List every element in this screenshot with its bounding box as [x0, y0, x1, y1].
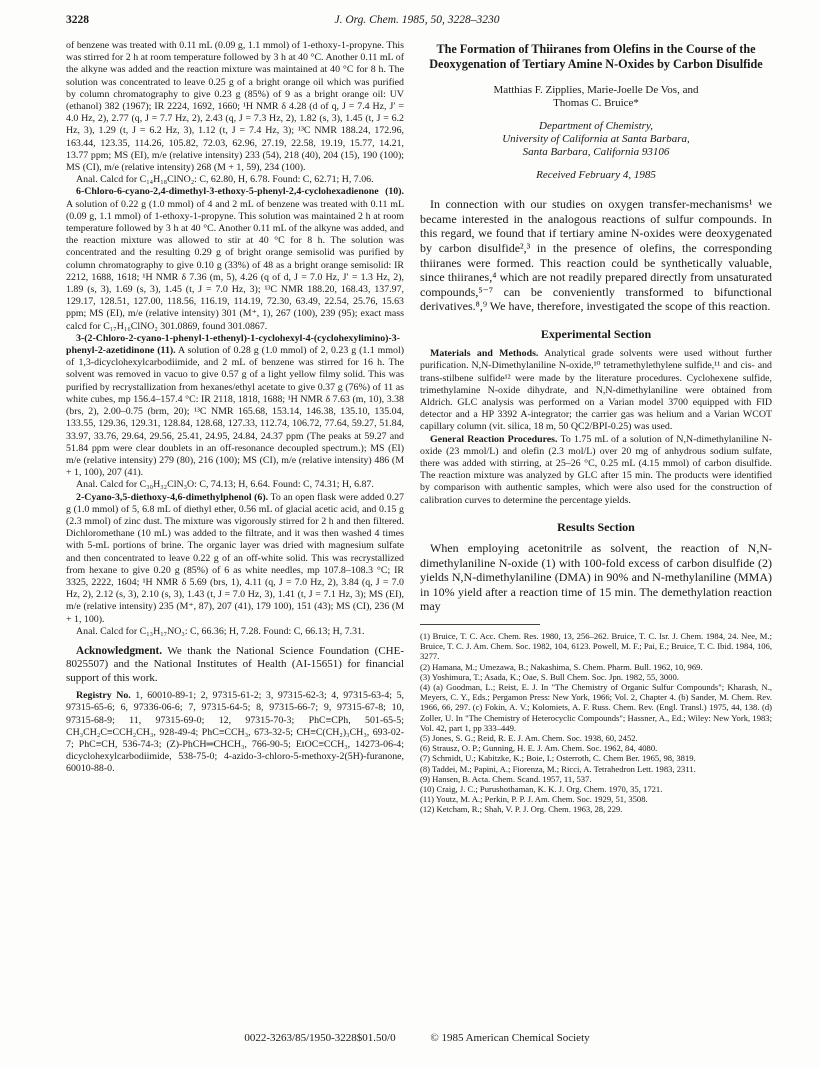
procedure-continued: of benzene was treated with 0.11 mL (0.09 g, 1.1 mmol) of 1-ethoxy-1-propyne. This was stirred for 2 h at room temperature followed by 3 h at 40 °C. Another 0.11 mL of the alkyne was added and the reaction mixture was maintained at 40 °C for 8 h. The solution was concentrated to leave 0.25 g of a bright orange oil which was purified by column chromatography to give 0.23 g (85%) of 9 as a bright orange oil: UV (ethanol) 382 (1967); IR 2224, 1692, 1660; ¹H NMR δ 4.28 (d of q, J = 7.4 Hz, J′ = 4.0 Hz, 2), 2.77 (q, J = 7.7 Hz, 2), 2.43 (q, J = 7.3 Hz, 2), 1.82 (s, 3), 1.45 (t, J = 6.2 Hz, 3), 1.29 (t, J = 6.2 Hz, 3), 1.12 (t, J = 7.4 Hz, 3); ¹³C NMR 188.24, 172.96, 163.44, 123.35, 114.26, 105.82, 72.03, 62.96, 27.19, 22.58, 19.19, 15.77, 14.21, 13.77 ppm; MS (EI), m/e (relative intensity) 233 (54), 218 (40), 204 (15), 190 (100); MS (CI), m/e (relative intensity) 268 (M + 1, 59), 234 (100). [66, 40, 404, 174]
affiliation-line-1: Department of Chemistry, [539, 120, 653, 132]
reference: (4) (a) Goodman, L.; Reist, E. J. In "The Chemistry of Organic Sulfur Compounds"; Kharash, N., Meyers, C. Y., Eds.; Pergamon Press: New York, 1966; Vol. 2, Chapter 4. (b) Sander, M. Chem. Rev. 1966, 66, 297. (c) Fokin, A. V.; Kolomiets, A. F. Russ. Chem. Rev. (Engl. Transl.) 1975, 44, 138. (d) Zoller, U. In "The Chemistry of Heterocyclic Compounds"; Hassner, A., Ed.; Wiley: New York, 1983; Vol. 42, part 1, pp 333–449. [420, 681, 772, 733]
authors [420, 84, 772, 110]
compound-10-heading: 6-Chloro-6-cyano-2,4-dimethyl-3-ethoxy-5-phenyl-2,4-cyclohexadienone (10). [76, 186, 404, 198]
results-heading: Results Section [557, 519, 635, 534]
reference: (1) Bruice, T. C. Acc. Chem. Res. 1980, 13, 256–262. Bruice, T. C. Isr. J. Chem. 1984, 24. Nee, M.; Bruice, T. C. J. Am. Chem. Soc. 1982, 104, 6123. Powell, M. F.; Pai, E.; Bruice, T. C. Ibid. 1984, 106, 3277. [420, 630, 772, 662]
analysis-3: Anal. Calcd for C₁₃H₁₇NO₃: C, 66.36; H, 7.28. Found: C, 66.13; H, 7.31. [76, 625, 365, 637]
analysis-1: Anal. Calcd for C₁₄H₁₈ClNO₂: C, 62.80, H, 6.78. Found: C, 62.71; H, 7.06. [76, 174, 374, 186]
reference: (2) Hamana, M.; Umezawa, B.; Nakashima, S. Chem. Pharm. Bull. 1962, 10, 969. [420, 661, 703, 672]
authors-line-2: Thomas C. Bruice* [553, 97, 639, 109]
acknowledgment-text: We thank the National Science Foundation (CHE-8025507) and the National Institutes of Health (AI-15651) for financial support of this work. [66, 644, 404, 684]
authors-line-1: Matthias F. Zipplies, Marie-Joelle De Vos, and [493, 84, 699, 96]
reference: (9) Hansen, B. Acta. Chem. Scand. 1957, 11, 537. [420, 773, 592, 784]
reference: (11) Youtz, M. A.; Perkin, P. P. J. Am. Chem. Soc. 1929, 51, 3508. [420, 794, 648, 805]
affiliation-line-2: University of California at Santa Barbara, [502, 133, 690, 145]
affiliation-line-3: Santa Barbara, California 93106 [522, 146, 670, 158]
compound-11-text: A solution of 0.28 g (1.0 mmol) of 2, 0.23 g (1.1 mmol) of 1,3-dicyclohexylcarbodiimide, and 2 mL of benzene was stirred for 16 h. The solvent was removed in vacuo to give 0.57 g of a light yellow filmy solid. This was purified by recrystallization from hexanes/ethyl acetate to give 0.37 g (76%) of 11 as white cubes, mp 156.4–157.4 °C: IR 2118, 1818, 1688; ¹H NMR δ 7.63 (m, 10), 3.38 (brs, 2), 2.00–0.75 (brm, 20); ¹³C NMR 165.68, 153.14, 146.38, 135.10, 135.04, 133.55, 129.36, 129.31, 128.84, 128.68, 127.33, 112.74, 106.72, 77.64, 59.27, 51.84, 33.97, 33.76, 29.64, 29.56, 25.41, 24.95, 24.84, 24.37 ppm (The peaks at 59.27 and 51.84 ppm were clear doublets in an off-resonance decoupled spectrum.); MS (EI) m/e (relative intensity) 279 (80), 216 (100); MS (CI), m/e (relative intensity) 486 (M + 1, 100), 207 (41). [66, 345, 404, 479]
compound-10-procedure [66, 186, 404, 332]
page-number: 3228 [66, 14, 89, 26]
references [420, 631, 772, 815]
article-code: 0022-3263/85/1950-3228$01.50/0 [244, 1032, 396, 1044]
procedures-text: To 1.75 mL of a solution of N,N-dimethylaniline N-oxide (23 mmol/L) and olefin (2.3 mol/L) over 20 mg of anhydrous sodium sulfate, there was added with stirring, at 25–26 °C, 0.25 mL (4.15 mmol) of carbon disulfide. The reaction mixture was analyzed by GLC after 15 min. The products were identified by comparison with authentic samples, which were also used for the construction of calibration curves to determine the percentage yields. [420, 433, 772, 506]
compound-10-text: A solution of 0.22 g (1.0 mmol) of 4 and 2 mL of benzene was treated with 0.11 mL (0.09 g, 1.1 mmol) of 1-ethoxy-1-propyne. This solution was maintained 2 h at room temperature followed by 3 h at 40 °C. Another 0.11 mL of the alkyne was added, and the reaction mixture was allowed to stir at 40 °C for 8 h. The solution was concentrated and the resulting 0.29 g of bright orange semisolid was purified by column chromatography to give 0.10 g (33%) of 48 as a bright orange semisolid: IR 2212, 1688, 1618; ¹H NMR δ 7.36 (m, 5), 4.26 (q of d, J = 7.0 Hz, J′ = 1.3 Hz, 2), 1.89 (s, 3), 1.69 (s, 3), 1.45 (t, J = 7.0 Hz, 3); ¹³C NMR 188.20, 168.43, 137.97, 129.17, 128.51, 127.00, 118.56, 116.19, 114.19, 72.30, 63.49, 22.54, 25.76, 15.63 ppm; MS (EI), m/e (relative intensity) 301 (M⁺, 1), 267 (100), 239 (95); exact mass calcd for C₁₇H₁₆ClNO₂ 301.0869, found 301.0867. [66, 198, 404, 332]
general-procedures [420, 434, 772, 507]
compound-6-text: To an open flask were added 0.27 g (1.0 mmol) of 5, 6.8 mL of diethyl ether, 0.56 mL of glacial acetic acid, and 0.15 g (2.3 mmol) of zinc dust. The mixture was vigorously stirred for 2 h and then filtered. Dichloromethane (10 mL) was added to the filtrate, and it was then washed 4 times with 5-mL portions of brine. The organic layer was dried with magnesium sulfate and then concentrated to leave 0.22 g of an off-white solid. This was recrystallized from hexane to give 0.20 g (85%) of 6 as white needles, mp 107.8–108.3 °C; IR 3325, 2222, 1604; ¹H NMR δ 5.69 (brs, 1), 4.11 (q, J = 7.0 Hz, 2), 3.84 (q, J = 7.0 Hz, 2), 2.12 (s, 3), 2.10 (s, 3), 1.43 (t, J = 7.0 Hz, 3), 1.41 (t, J = 7.1 Hz, 3); MS (EI), m/e (relative intensity) 235 (M⁺, 87), 207 (41), 179 100), 151 (43); MS (CI), 236 (M + 1, 100). [66, 491, 405, 625]
left-column [66, 40, 404, 776]
compound-11-procedure [66, 333, 404, 479]
compound-6-procedure [66, 492, 404, 626]
materials-text: Analytical grade solvents were used without further purification. N,N-Dimethylaniline N-oxide,¹⁰ tetramethylethylene sulfide,¹¹ and cis- and trans-stilbene sulfide¹² were made by the literature procedures. Cyclohexene sulfide, trimethylamine N-oxide dihydrate, and N,N-dimethylaniline were obtained from Aldrich. GLC analysis was performed on a Varian model 3700 equipped with FID detector and a HP 3392 A-integrator; the carrier gas was helium and a Varian WCOT capillary column (vit. silica, 18 m, 50 QC2/BPI-0.25) was used. [420, 348, 772, 433]
page-footer [66, 1032, 768, 1044]
analysis-2: Anal. Calcd for C₃₀H₃₂ClN₃O: C, 74.13; H, 6.64. Found: C, 74.31; H, 6.87. [76, 479, 374, 491]
journal-citation: J. Org. Chem. 1985, 50, 3228–3230 [334, 14, 500, 26]
introduction: In connection with our studies on oxygen transfer-mechanisms¹ we became interested in the analogous reactions of sulfur compounds. In this regard, we found that if tertiary amine N-oxides were deoxygenated by carbon disulfide²,³ in the presence of olefins, the corresponding thiiranes were formed. This reaction could be synthetically valuable, since thiiranes,⁴ which are not readily prepared directly from unsaturated compounds,⁵⁻⁷ can be conveniently transformed to bifunctional derivatives.⁸,⁹ We have, therefore, investigated the scope of this reaction. [420, 197, 772, 314]
experimental-heading: Experimental Section [540, 326, 652, 341]
registry-heading: Registry No. [76, 690, 131, 702]
footnote-rule [420, 624, 540, 625]
affiliation [420, 120, 772, 159]
compound-6-heading: 2-Cyano-3,5-diethoxy-4,6-dimethylphenol (6). [76, 491, 269, 503]
procedures-heading: General Reaction Procedures. [430, 433, 558, 445]
acknowledgment-heading: Acknowledgment. [76, 644, 163, 657]
acknowledgment [66, 645, 404, 685]
reference: (3) Yoshimura, T.; Asada, K.; Oae, S. Bull Chem. Soc. Jpn. 1982, 55, 3000. [420, 671, 679, 682]
copyright: © 1985 American Chemical Society [430, 1032, 590, 1044]
right-column [420, 40, 772, 815]
reference: (8) Taddei, M.; Papini, A.; Fiorenza, M.; Ricci, A. Tetrahedron Lett. 1983, 2311. [420, 763, 696, 774]
results-text: When employing acetonitrile as solvent, the reaction of N,N-dimethylaniline N-oxide (1) with 100-fold excess of carbon disulfide (2) yields N,N-dimethylaniline (DMA) in 90% and N-methylaniline (MMA) in 10% yield after a reaction time of 15 min. The demethylation reaction may [420, 541, 772, 614]
received-date: Received February 4, 1985 [536, 169, 656, 181]
reference: (7) Schmidt, U.; Kabitzke, K.; Boie, I.; Osterroth, C. Chem Ber. 1965, 98, 3819. [420, 753, 696, 764]
reference: (5) Jones, S. G.; Reid, R. E. J. Am. Chem. Soc. 1938, 60, 2452. [420, 733, 638, 743]
materials-heading: Materials and Methods. [430, 348, 539, 360]
reference: (6) Strausz, O. P.; Gunning, H. E. J. Am. Chem. Soc. 1962, 84, 4080. [420, 743, 658, 754]
article-title: The Formation of Thiiranes from Olefins in the Course of the Deoxygenation of Tertiary Amine N-Oxides by Carbon Disulfide [429, 42, 763, 71]
materials-methods [420, 348, 772, 433]
page-header [66, 14, 768, 30]
reference: (10) Craig, J. C.; Purushothaman, K. K. J. Org. Chem. 1970, 35, 1721. [420, 784, 663, 795]
compound-11-heading: 3-(2-Chloro-2-cyano-1-phenyl-1-ethenyl)-1-cyclohexyl-4-(cyclohexylimino)-3-phenyl-2-azetidinone (11). [66, 332, 400, 357]
registry-text: 1, 60010-89-1; 2, 97315-61-2; 3, 97315-62-3; 4, 97315-63-4; 5, 97315-65-6; 6, 97336-06-6; 7, 97315-64-5; 8, 97315-66-7; 9, 97315-67-8; 10, 97315-68-9; 11, 97315-69-0; 12, 97315-70-3; PhC≡CPh, 501-65-5; CH₃CH₂C≡CCH₂CH₃, 928-49-4; PhC≡CCH₃, 673-32-5; CH≡C(CH₂)₃CH₃, 693-02-7; PhC≡CH, 536-74-3; (Z)-PhCH═CHCH₃, 766-90-5; EtOC≡CCH₃, 14273-06-4; dicyclohexylcarbodiimide, 538-75-0; 4-azido-3-chloro-5-methoxy-2(5H)-furanone, 60010-88-0. [66, 690, 404, 775]
reference: (12) Ketcham, R.; Shah, V. P. J. Org. Chem. 1963, 28, 229. [420, 804, 623, 815]
registry-numbers [66, 690, 404, 775]
